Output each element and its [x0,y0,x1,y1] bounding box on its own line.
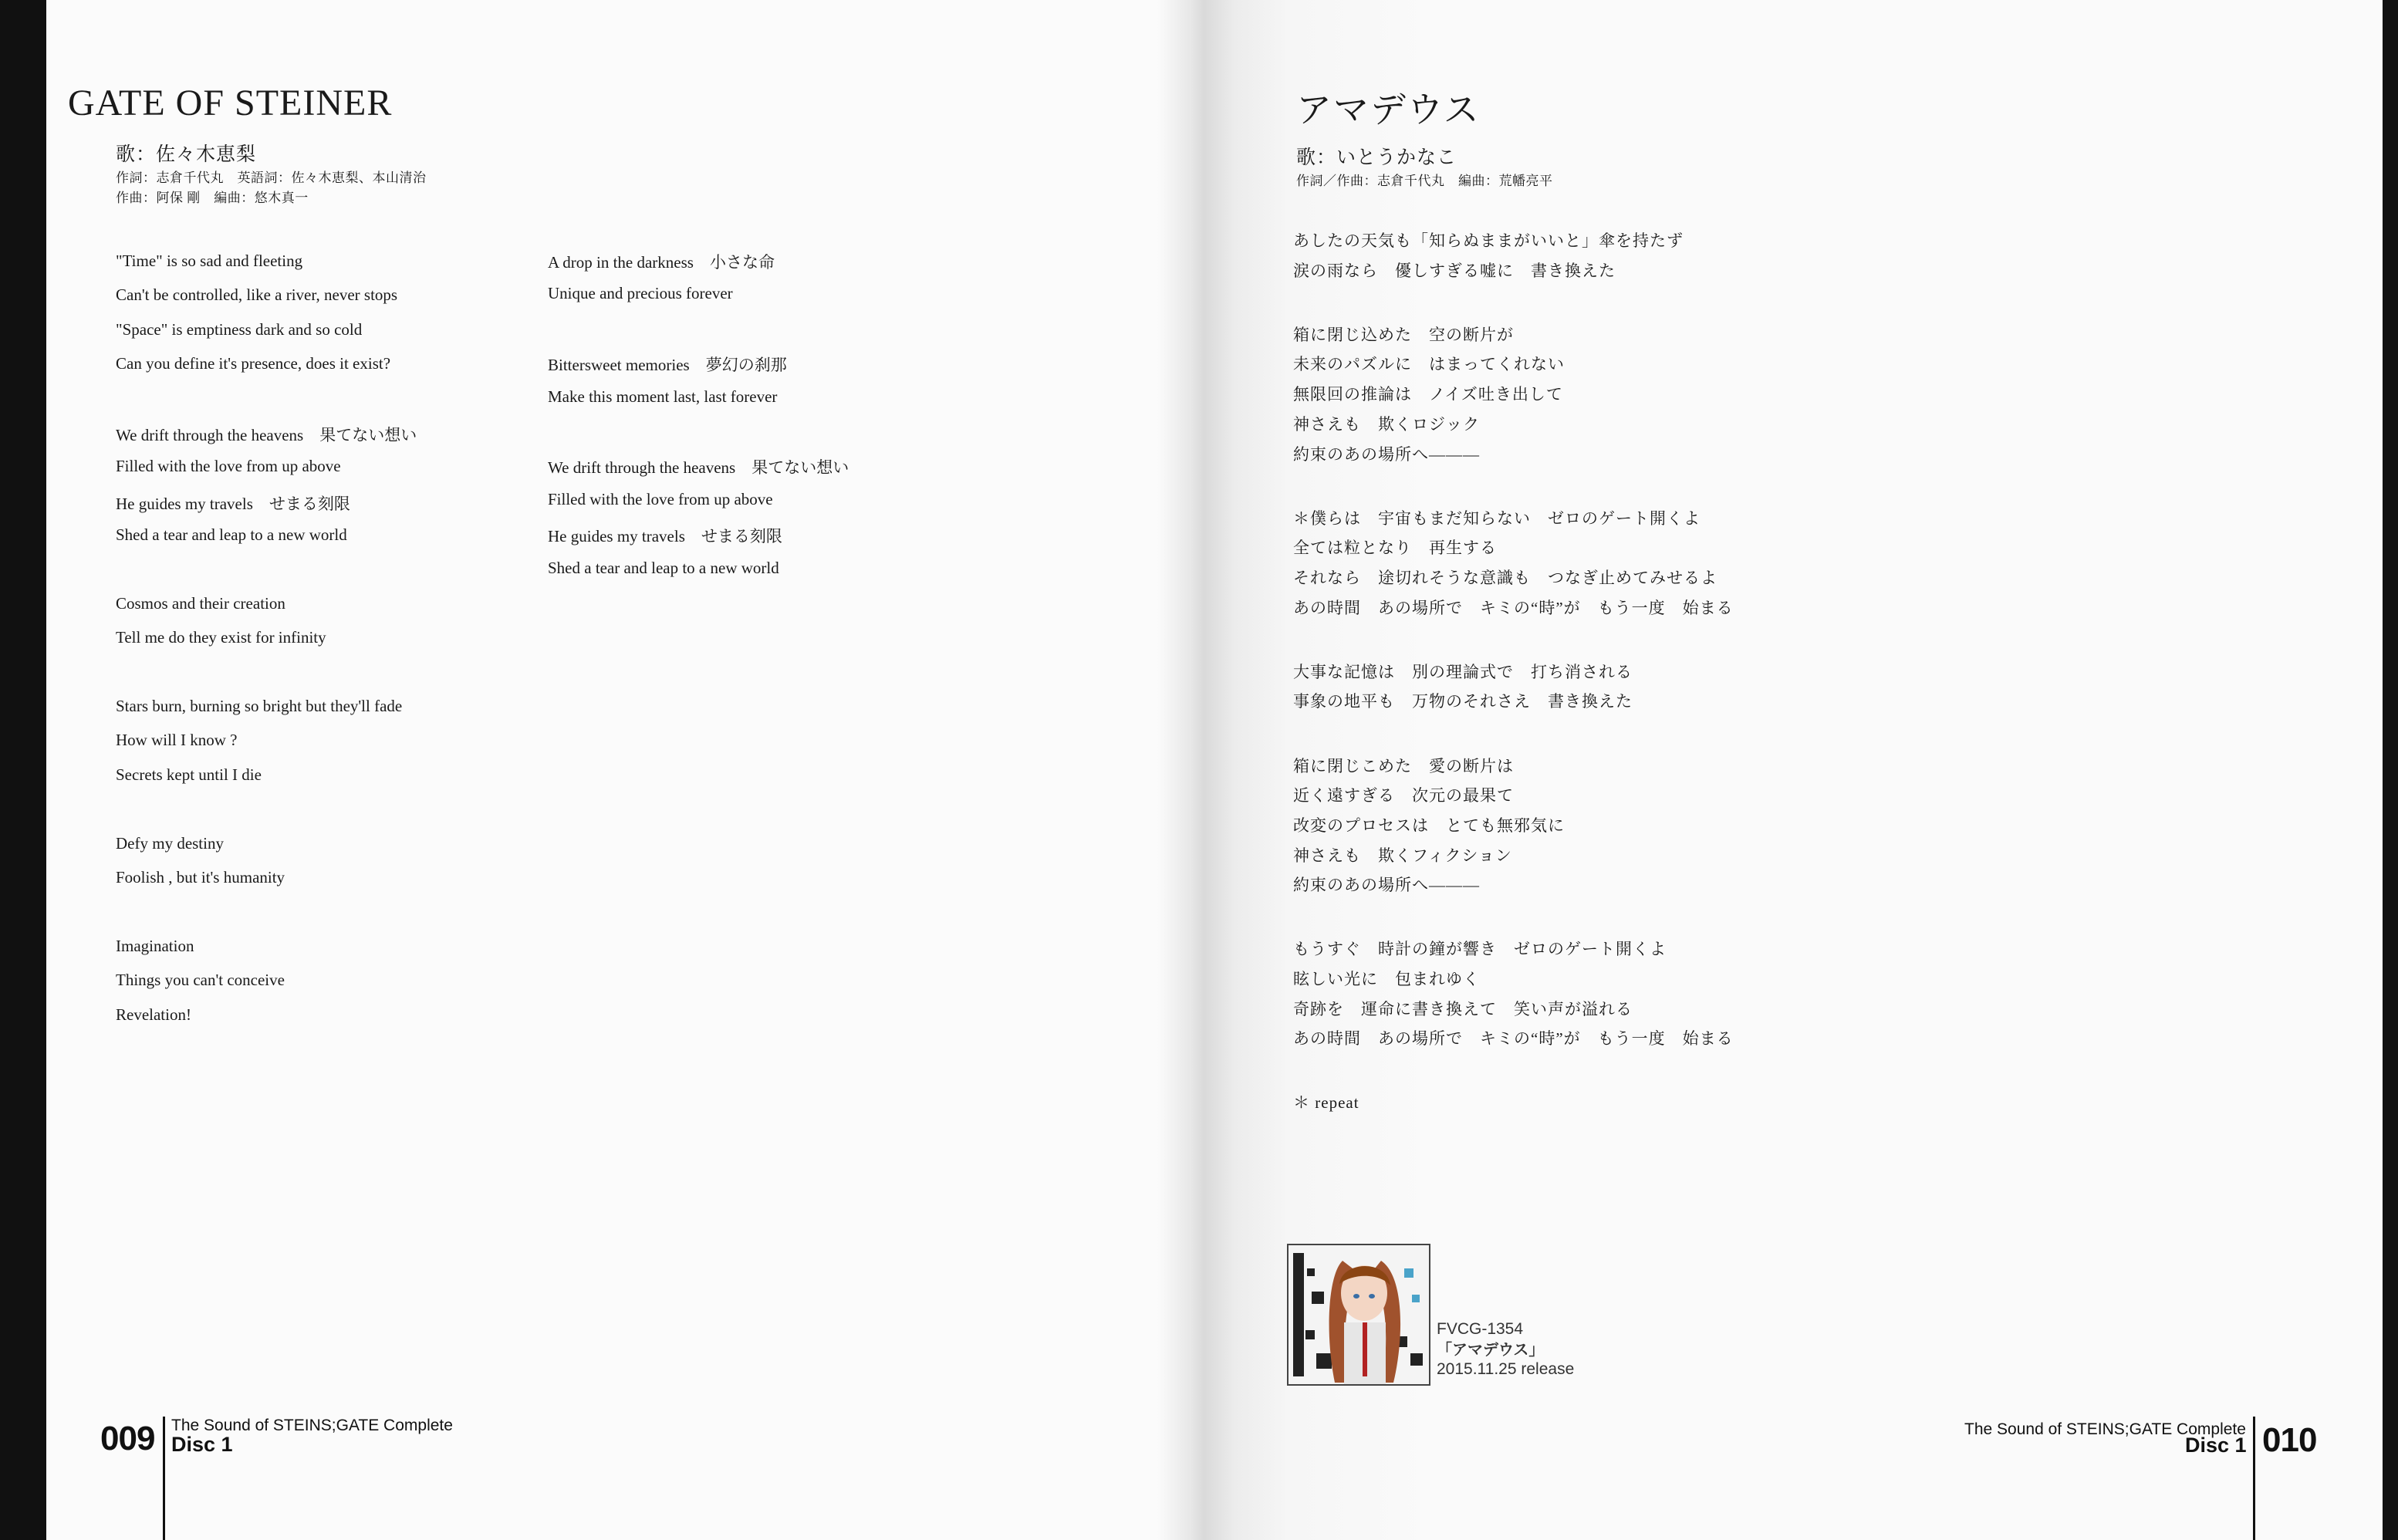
lyric-line: もうすぐ 時計の鐘が響き ゼロのゲート開くよ [1293,940,1667,959]
lyric-line: Can't be controlled, like a river, never stops [116,285,398,305]
lyric-line: 箱に閉じ込めた 空の断片が [1293,325,1514,344]
lyric-line: あの時間 あの場所で キミの“時”が もう一度 始まる [1293,1029,1734,1049]
lyric-line: Foolish , but it's humanity [116,868,285,887]
lyric-line: 神さえも 欺くロジック [1293,414,1480,434]
lyric-line: あの時間 あの場所で キミの“時”が もう一度 始まる [1293,598,1734,617]
singer-credit: 歌：佐々木恵梨 [116,144,257,165]
lyric-line: "Space" is emptiness dark and so cold [116,319,363,339]
lyric-line: We drift through the heavens 果てない想い [116,425,417,444]
lyric-line: Secrets kept until I die [116,765,262,784]
lyric-line: Stars burn, burning so bright but they'll fade [116,697,403,716]
lyric-line: He guides my travels せまる刻限 [116,494,350,513]
lyric-line: Unique and precious forever [548,284,733,303]
lyric-line: Bittersweet memories 夢幻の刹那 [548,356,787,375]
release-title: 「アマデウス」 [1437,1340,1545,1359]
lyric-line: 約束のあの場所へ――― [1293,444,1480,464]
lyrics-column-2 [548,250,849,593]
stanza-break [1293,625,1734,659]
disc-label: Disc 1 [2185,1434,2247,1457]
lyric-line: 涙の雨なら 優しすぎる嘘に 書き換えた [1293,261,1616,280]
lyric-line: 奇跡を 運命に書き換えて 笑い声が溢れる [1293,999,1633,1018]
disc-label: Disc 1 [171,1433,233,1456]
lyric-line: How will I know ? [116,731,238,750]
stanza-break [548,421,849,455]
song-title: アマデウス [1296,90,1481,130]
lyric-line: He guides my travels せまる刻限 [548,527,782,546]
lyric-line: "Time" is so sad and fleeting [116,252,303,270]
footer-divider [2253,1417,2255,1540]
lyric-line: 改変のプロセスは とても無邪気に [1293,816,1565,835]
stanza-break [1293,288,1734,322]
lyric-line: 事象の地平も 万物のそれさえ 書き換えた [1293,692,1633,711]
song-title: GATE OF STEINER [68,83,393,123]
lyric-line: Can you define it's presence, does it exist? [116,354,391,373]
lyric-line: Revelation! [116,1005,191,1024]
gutter-shadow [1157,0,1204,1540]
catalog-number: FVCG-1354 [1437,1320,1524,1338]
stanza-break [116,663,417,697]
stanza-break [548,319,849,353]
composer-credit: 作曲：阿保 剛 編曲：悠木真一 [116,191,309,205]
lyric-line: We drift through the heavens 果てない想い [548,458,849,478]
page-number: 009 [100,1420,155,1457]
lyric-line: 約束のあの場所へ――― [1293,876,1480,895]
lyric-line: あしたの天気も「知らぬままがいいと」傘を持たず [1293,231,1684,250]
lyric-line: ＊僕らは 宇宙もまだ知らない ゼロのゲート開くよ [1293,508,1701,528]
release-date: 2015.11.25 release [1437,1360,1575,1378]
stanza-break [116,560,417,594]
lyric-line: 無限回の推論は ノイズ吐き出して [1293,385,1563,404]
lyric-line: Filled with the love from up above [116,457,341,476]
stanza-break [116,902,417,936]
lyric-line: Things you can't conceive [116,971,285,990]
stanza-break [1293,1056,1734,1090]
stanza-break [1293,719,1734,753]
lyric-line: 全ては粒となり 再生する [1293,539,1497,558]
lyric-line: Shed a tear and leap to a new world [116,525,347,545]
lyric-line: ＊ repeat [1293,1093,1359,1113]
lyric-line: 未来のパズルに はまってくれない [1293,355,1565,374]
lyric-line: Cosmos and their creation [116,593,285,613]
footer-divider [163,1417,165,1540]
stanza-break [1293,903,1734,937]
book-title: The Sound of STEINS;GATE Complete [1964,1420,2246,1438]
release-info [1437,1319,1574,1380]
lyric-line: Defy my destiny [116,833,224,853]
lyric-line: Shed a tear and leap to a new world [548,558,779,577]
stanza-break [116,389,417,423]
lyric-line: 近く遠すぎる 次元の最果て [1293,786,1514,805]
book-title: The Sound of STEINS;GATE Complete [171,1417,453,1434]
lyrics-column-1 [116,252,417,1039]
stanza-break [1293,471,1734,505]
singer-credit: 歌：いとうかなこ [1296,147,1457,168]
writer-credit: 作詞：志倉千代丸 英語詞：佐々木恵梨、本山清治 [116,171,427,185]
lyric-line: Make this moment last, last forever [548,387,778,406]
lyric-line: Filled with the love from up above [548,489,773,508]
writer-composer-credit: 作詞／作曲：志倉千代丸 編曲：荒幡亮平 [1296,174,1553,188]
lyric-line: A drop in the darkness 小さな命 [548,253,775,272]
cd-jacket-image [1287,1244,1430,1386]
lyrics-column [1293,228,1734,1120]
lyric-line: 箱に閉じこめた 愛の断片は [1293,756,1514,775]
lyric-line: Tell me do they exist for infinity [116,628,326,647]
stanza-break [116,799,417,833]
lyric-line: それなら 途切れそうな意識も つなぎ止めてみせるよ [1293,568,1717,587]
page-number: 010 [2262,1421,2317,1459]
lyric-line: 眩しい光に 包まれゆく [1293,970,1480,989]
lyric-line: 大事な記憶は 別の理論式で 打ち消される [1293,662,1633,681]
lyric-line: 神さえも 欺くフィクション [1293,846,1512,865]
lyric-line: Imagination [116,936,194,955]
